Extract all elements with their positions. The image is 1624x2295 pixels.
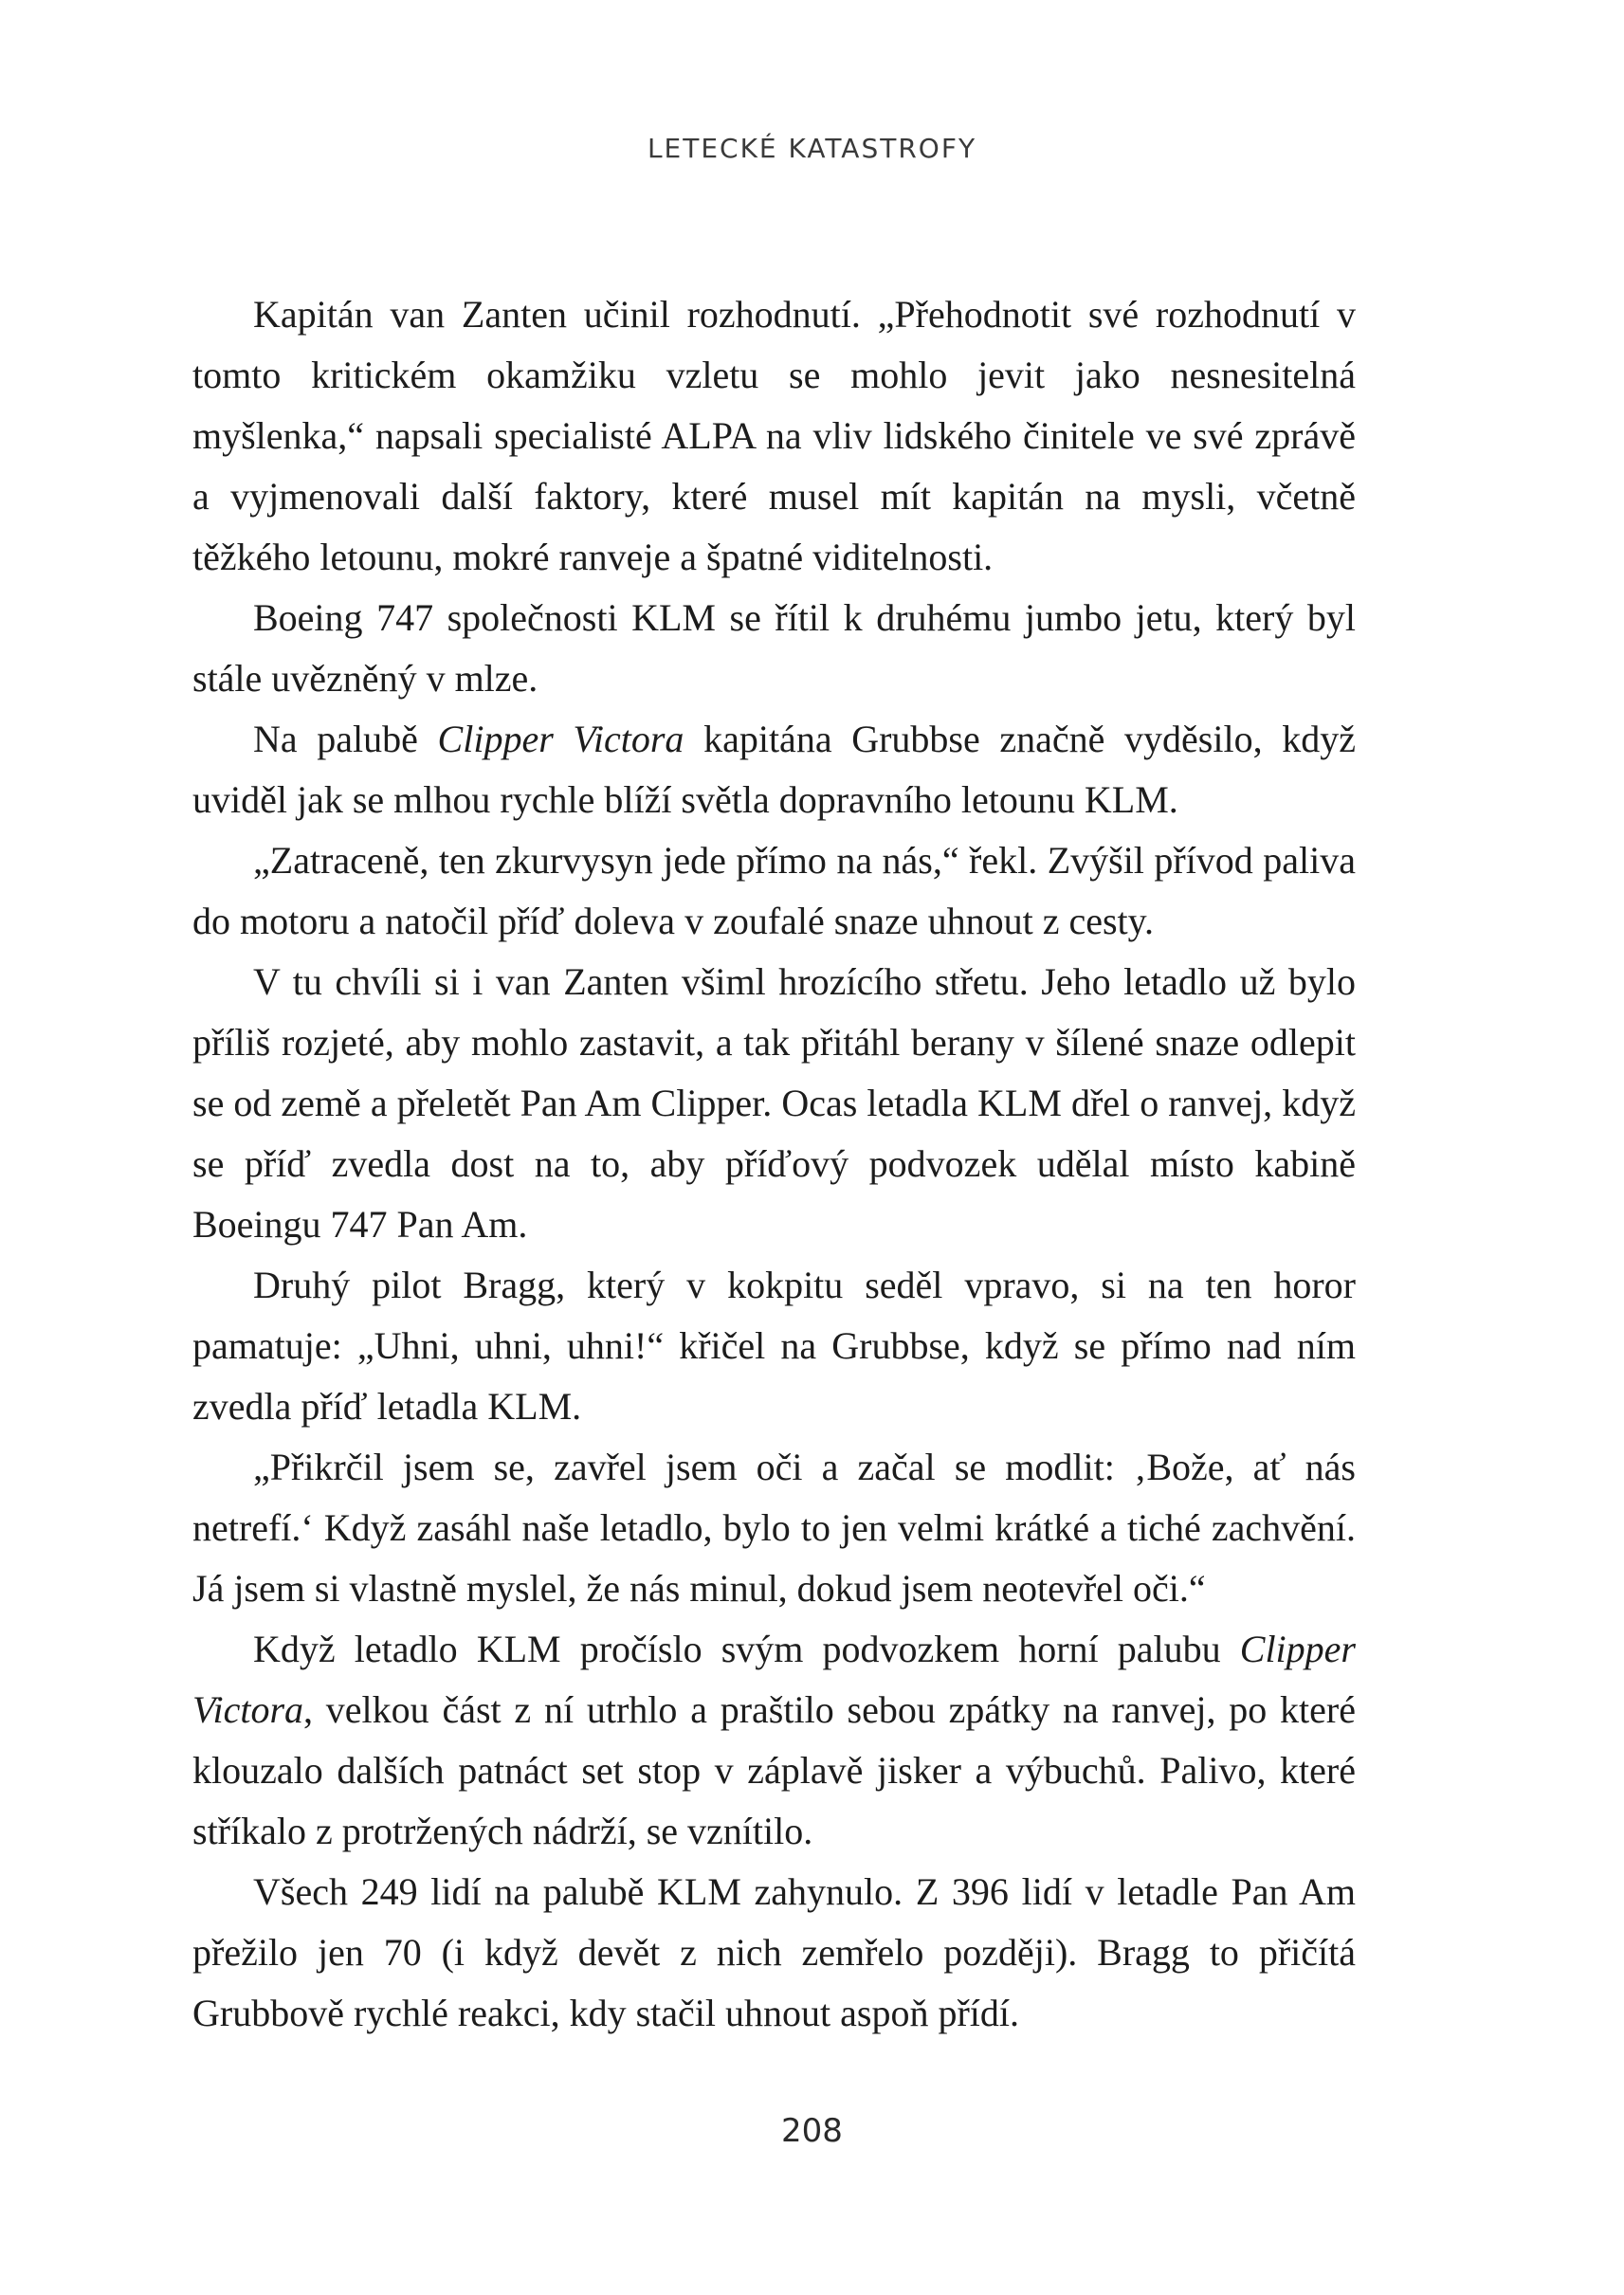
- paragraph: Kapitán van Zanten učinil rozhodnutí. „Přehodnotit své rozhodnutí v tomto kritickém okamžiku vzletu se mohlo jevit jako nesnesitelná myšlenka,“ napsali specialisté ALPA na vliv lidského činitele ve své zprávě a vyjmenovali další faktory, které musel mít kapitán na mysli, včetně těžkého letounu, mokré ranveje a špatné viditelnosti.: [192, 293, 1356, 578]
- paragraph: „Přikrčil jsem se, zavřel jsem oči a začal se modlit: ‚Bože, ať nás netrefí.‘ Když zasáhl naše letadlo, bylo to jen velmi krátké a tiché zachvění. Já jsem si vlastně myslel, že nás minul, dokud jsem neotevřel oči.“: [192, 1446, 1356, 1610]
- running-head: LETECKÉ KATASTROFY: [647, 133, 977, 164]
- body-text: [192, 284, 1356, 2044]
- paragraph: [192, 709, 1356, 830]
- paragraph-text: Když letadlo KLM pročíslo svým podvozkem horní palubu: [253, 1628, 1240, 1670]
- page-number: 208: [781, 2112, 843, 2150]
- italic-ship-name: Clipper Victora: [437, 718, 684, 760]
- paragraph-text: , velkou část z ní utrhlo a praštilo sebou zpátky na ranvej, po které klouzalo dalších patnáct set stop v záplavě jisker a výbuchů. Palivo, které stříkalo z protržených nádrží, se vznítilo.: [192, 1688, 1356, 1852]
- paragraph: Boeing 747 společnosti KLM se řítil k druhému jumbo jetu, který byl stále uvězněný v mlze.: [192, 596, 1356, 700]
- paragraph: [192, 1619, 1356, 1862]
- paragraph: „Zatraceně, ten zkurvysyn jede přímo na nás,“ řekl. Zvýšil přívod paliva do motoru a natočil příď doleva v zoufalé snaze uhnout z cesty.: [192, 839, 1356, 942]
- paragraph-text: Na palubě: [253, 718, 438, 760]
- paragraph: V tu chvíli si i van Zanten všiml hrozícího střetu. Jeho letadlo už bylo příliš rozjeté, aby mohlo zastavit, a tak přitáhl berany v šílené snaze odlepit se od země a přeletět Pan Am Clipper. Ocas letadla KLM dřel o ranvej, když se příď zvedla dost na to, aby příďový podvozek udělal místo kabině Boeingu 747 Pan Am.: [192, 960, 1356, 1246]
- paragraph: Druhý pilot Bragg, který v kokpitu seděl vpravo, si na ten horor pamatuje: „Uhni, uhni, uhni!“ křičel na Grubbse, když se přímo nad ním zvedla příď letadla KLM.: [192, 1264, 1356, 1428]
- paragraph: Všech 249 lidí na palubě KLM zahynulo. Z 396 lidí v letadle Pan Am přežilo jen 70 (i když devět z nich zemřelo později). Bragg to přičítá Grubbově rychlé reakci, kdy stačil uhnout aspoň přídí.: [192, 1870, 1356, 2034]
- paragraph-text: kapitána Grubbse značně vyděsilo, když uviděl jak se mlhou rychle blíží světla dopravního letounu KLM.: [192, 718, 1356, 821]
- italic-ship-name: Clipper Victora: [192, 1628, 1356, 1731]
